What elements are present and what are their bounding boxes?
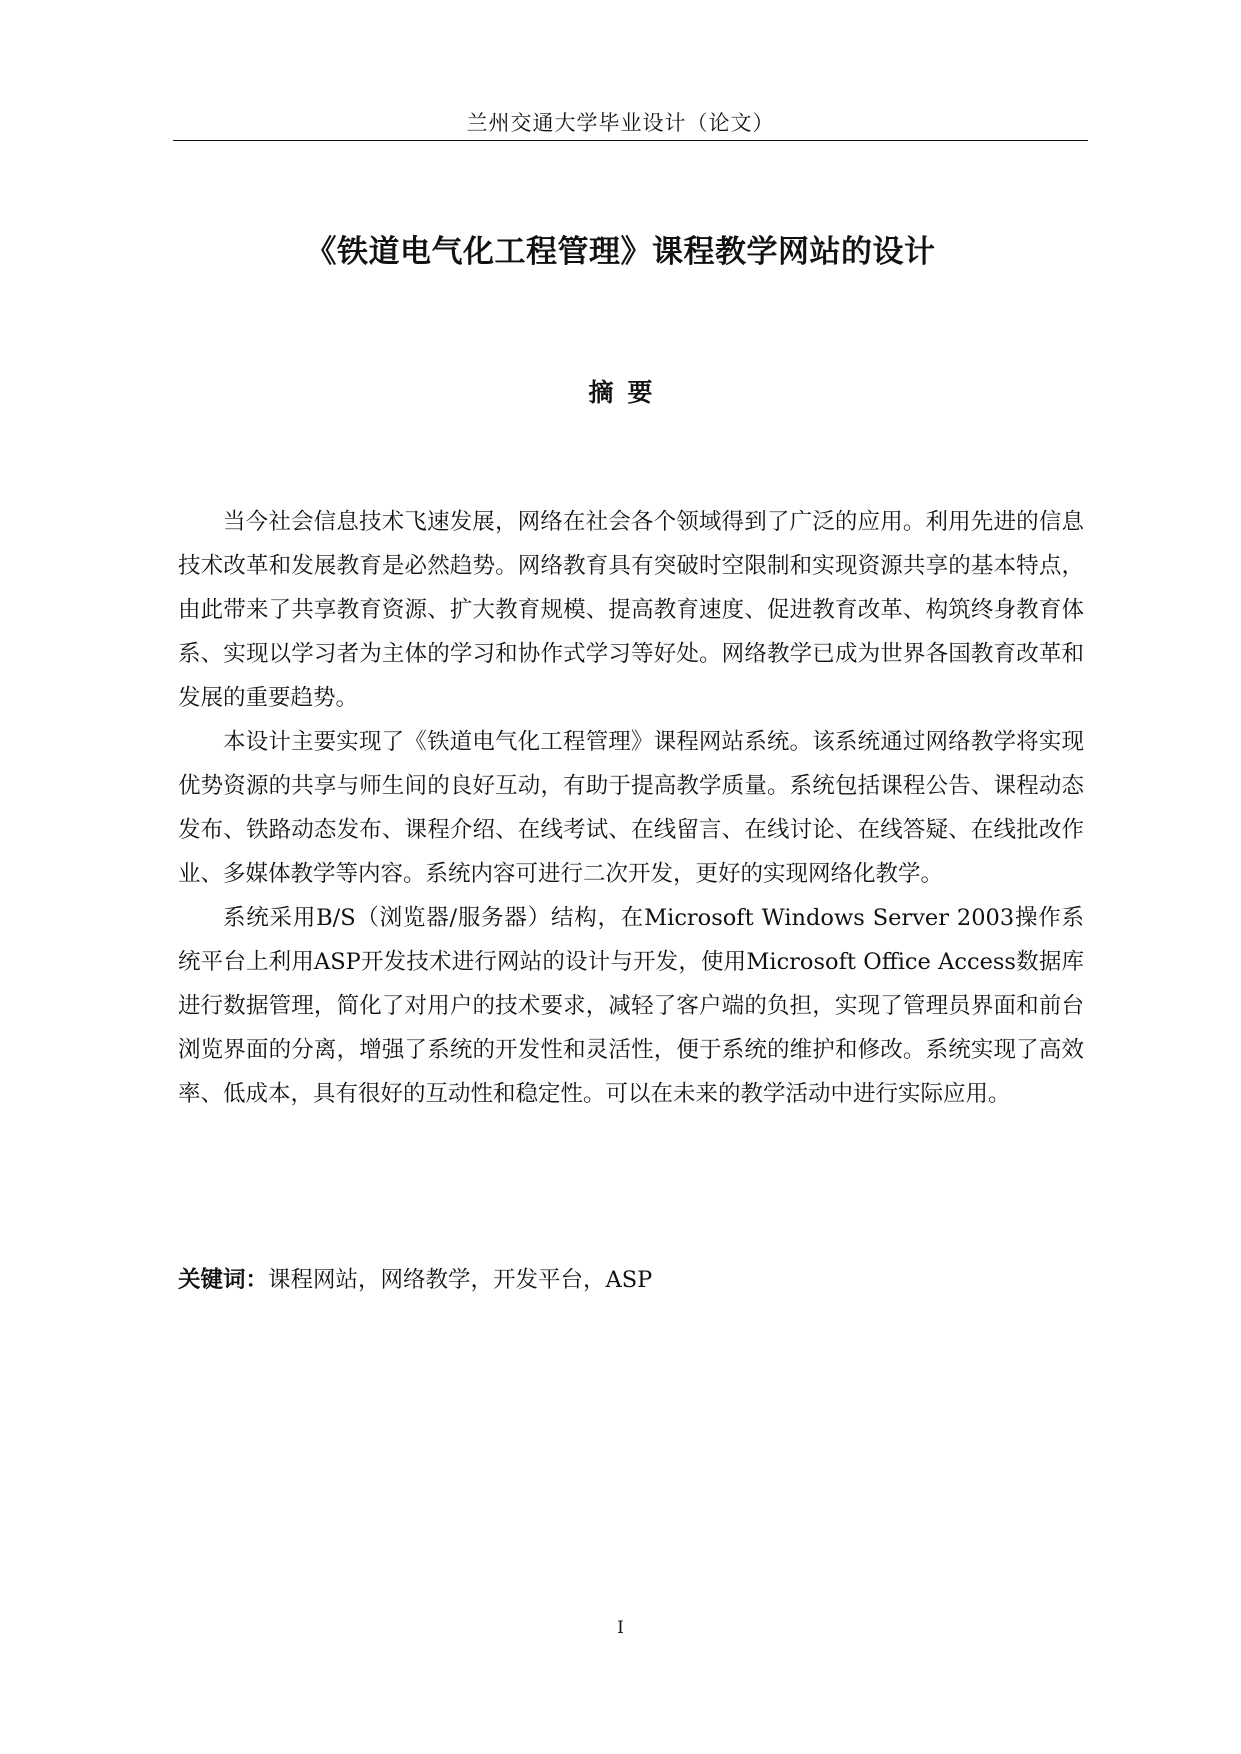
abstract-body <box>178 500 1084 1116</box>
keywords-label: 关键词： <box>178 1267 269 1293</box>
abstract-paragraph-3: 系统采用B/S（浏览器/服务器）结构，在Microsoft Windows Server 2003操作系统平台上利用ASP开发技术进行网站的设计与开发，使用Microsoft Office Access数据库进行数据管理，简化了对用户的技术要求，减轻了客户端的负担，实现了管理员界面和前台浏览界面的分离，增强了系统的开发性和灵活性，便于系统的维护和修改。系统实现了高效率、低成本，具有很好的互动性和稳定性。可以在未来的教学活动中进行实际应用。 <box>178 905 1084 1107</box>
abstract-paragraph-1: 当今社会信息技术飞速发展，网络在社会各个领域得到了广泛的应用。利用先进的信息技术改革和发展教育是必然趋势。网络教育具有突破时空限制和实现资源共享的基本特点，由此带来了共享教育资源、扩大教育规模、提高教育速度、促进教育改革、构筑终身教育体系、实现以学习者为主体的学习和协作式学习等好处。网络教学已成为世界各国教育改革和发展的重要趋势。 <box>178 509 1084 711</box>
keywords-value: 课程网站，网络教学，开发平台，ASP <box>268 1267 653 1293</box>
header-rule <box>173 140 1088 141</box>
abstract-paragraph-2: 本设计主要实现了《铁道电气化工程管理》课程网站系统。该系统通过网络教学将实现优势资源的共享与师生间的良好互动，有助于提高教学质量。系统包括课程公告、课程动态发布、铁路动态发布、课程介绍、在线考试、在线留言、在线讨论、在线答疑、在线批改作业、多媒体教学等内容。系统内容可进行二次开发，更好的实现网络化教学。 <box>178 729 1084 887</box>
keywords-line <box>178 1258 1084 1302</box>
document-title: 《铁道电气化工程管理》课程教学网站的设计 <box>305 234 936 270</box>
page-number: I <box>617 1618 624 1638</box>
running-header: 兰州交通大学毕业设计（论文） <box>466 111 775 135</box>
abstract-heading: 摘要 <box>588 378 667 407</box>
